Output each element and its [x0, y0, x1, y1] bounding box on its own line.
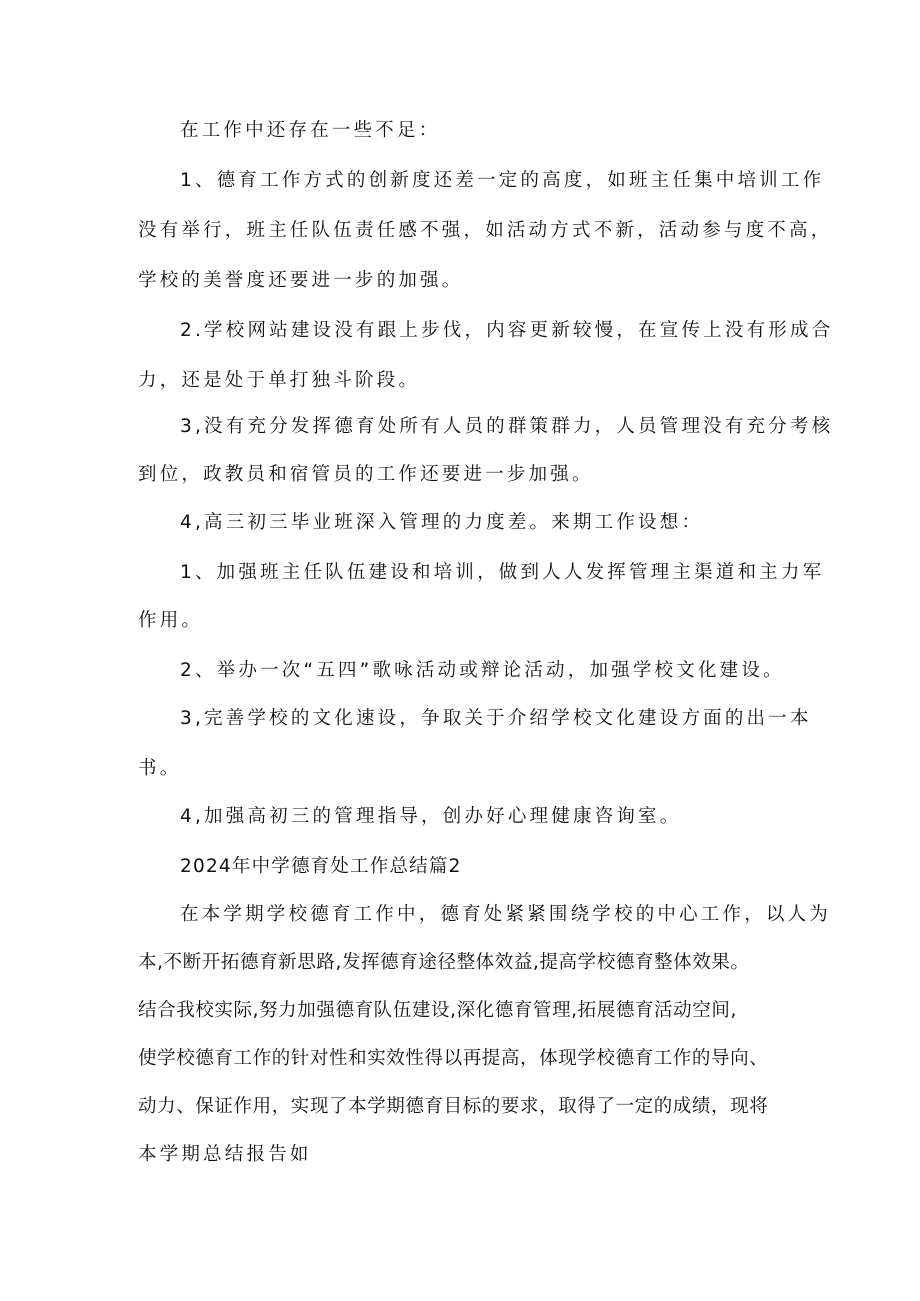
text-line: 本,不断开拓德育新思路,发挥德育途径整体效益,提高学校德育整体效果。 — [138, 952, 750, 973]
text-line: 结合我校实际,努力加强德育队伍建设,深化德育管理,拓展德育活动空间, — [138, 1000, 737, 1021]
text-line: 动力、保证作用，实现了本学期德育目标的要求，取得了一定的成绩，现将 — [138, 1096, 769, 1117]
text-line: 2.学校网站建设没有跟上步伐，内容更新较慢，在宣传上没有形成合 — [180, 320, 834, 341]
section-heading: 2024年中学德育处工作总结篇2 — [180, 856, 462, 877]
text-line: 使学校德育工作的针对性和实效性得以再提高，体现学校德育工作的导向、 — [138, 1048, 769, 1069]
text-line: 书。 — [138, 758, 182, 779]
text-line: 1、加强班主任队伍建设和培训，做到人人发挥管理主渠道和主力军 — [180, 562, 825, 583]
text-line: 2、举办一次“五四”歌咏活动或辩论活动，加强学校文化建设。 — [180, 660, 785, 681]
text-line: 作用。 — [138, 610, 204, 631]
text-line: 学校的美誉度还要进一步的加强。 — [138, 270, 464, 291]
text-line: 力，还是处于单打独斗阶段。 — [138, 370, 421, 391]
text-line: 3,完善学校的文化速设，争取关于介绍学校文化建设方面的出一本 — [180, 708, 812, 729]
text-line: 4,加强高初三的管理指导，创办好心理健康咨询室。 — [180, 806, 682, 827]
text-line: 1、德育工作方式的创新度还差一定的高度，如班主任集中培训工作 — [180, 170, 825, 191]
text-line: 在工作中还存在一些不足： — [180, 120, 441, 141]
text-line: 到位，政教员和宿管员的工作还要进一步加强。 — [138, 464, 594, 485]
text-line: 本学期总结报告如 — [138, 1144, 312, 1165]
text-line: 4,高三初三毕业班深入管理的力度差。来期工作设想： — [180, 512, 704, 533]
text-line: 在本学期学校德育工作中，德育处紧紧围绕学校的中心工作，以人为 — [180, 904, 832, 925]
text-line: 3,没有充分发挥德育处所有人员的群策群力，人员管理没有充分考核 — [180, 416, 834, 437]
text-line: 没有举行，班主任队伍责任感不强，如活动方式不新，活动参与度不高， — [138, 220, 833, 241]
